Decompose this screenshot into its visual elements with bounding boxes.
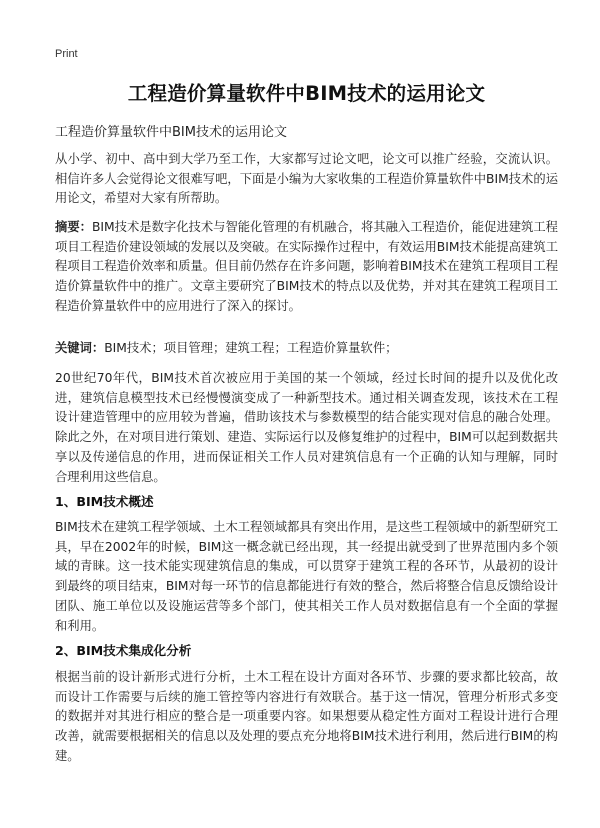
abstract-paragraph	[55, 218, 558, 317]
print-label[interactable]: Print	[55, 48, 78, 60]
abstract-text: BIM技术是数字化技术与智能化管理的有机融合，将其融入工程造价，能促进建筑工程项目工程造价建设领域的发展以及突破。在实际操作过程中，有效运用BIM技术能提高建筑工程项目工程造价效率和质量。但目前仍然存在许多问题，影响着BIM技术在建筑工程项目工程造价算量软件中的推广。文章主要研究了BIM技术的特点以及优势，并对其在建筑工程项目工程造价算量软件中的应用进行了深入的探讨。	[55, 220, 558, 313]
keywords-paragraph	[55, 339, 558, 359]
keywords-label: 关键词：	[55, 341, 105, 355]
keywords-text: BIM技术；项目管理；建筑工程；工程造价算量软件；	[104, 341, 398, 355]
section-2-paragraph: 根据当前的设计新形式进行分析，土木工程在设计方面对各环节、步骤的要求都比较高，故而设计工作需要与后续的施工管控等内容进行有效联合。基于这一情况，管理分析形式多变的数据并对其进行相应的整合是一项重要内容。如果想要从稳定性方面对工程设计进行合理改善，就需要根据相关的信息以及处理的要点充分地将BIM技术进行利用，然后进行BIM的构建。	[55, 670, 558, 763]
intro-paragraph: 从小学、初中、高中到大学乃至工作，大家都写过论文吧，论文可以推广经验，交流认识。相信许多人会觉得论文很难写吧，下面是小编为大家收集的工程造价算量软件中BIM技术的运用论文，希望对大家有所帮助。	[55, 152, 558, 206]
background-paragraph: 20世纪70年代，BIM技术首次被应用于美国的某一个领域，经过长时间的提升以及优化改进，建筑信息模型技术已经慢慢演变成了一种新型技术。通过相关调查发现，该技术在工程设计建造管理中的应用较为普遍，借助该技术与参数模型的结合能实现对信息的融合处理。除此之外，在对项目进行策划、建造、实际运行以及修复维护的过程中，BIM可以起到数据共享以及传递信息的作用，进而保证相关工作人员对建筑信息有一个正确的认知与理解，同时合理利用这些信息。	[55, 371, 558, 484]
page-title: 工程造价算量软件中BIM技术的运用论文	[127, 82, 486, 105]
document-subtitle: 工程造价算量软件中BIM技术的运用论文	[55, 125, 287, 140]
section-1-paragraph: BIM技术在建筑工程学领域、土木工程领域都具有突出作用，是这些工程领域中的新型研究工具，早在2002年的时候，BIM这一概念就已经出现，其一经提出就受到了世界范围内多个领域的青睐。这一技术能实现建筑信息的集成，可以贯穿于建筑工程的各环节，从最初的设计到最终的项目结束，BIM对每一环节的信息都能进行有效的整合，然后将整合信息反馈给设计团队、施工单位以及设施运营等多个部门，使其相关工作人员对数据信息有一个全面的掌握和利用。	[55, 520, 558, 633]
abstract-label: 摘要：	[55, 220, 92, 234]
section-1-heading: 1、BIM技术概述	[55, 494, 154, 509]
section-2-heading: 2、BIM技术集成化分析	[55, 643, 192, 658]
